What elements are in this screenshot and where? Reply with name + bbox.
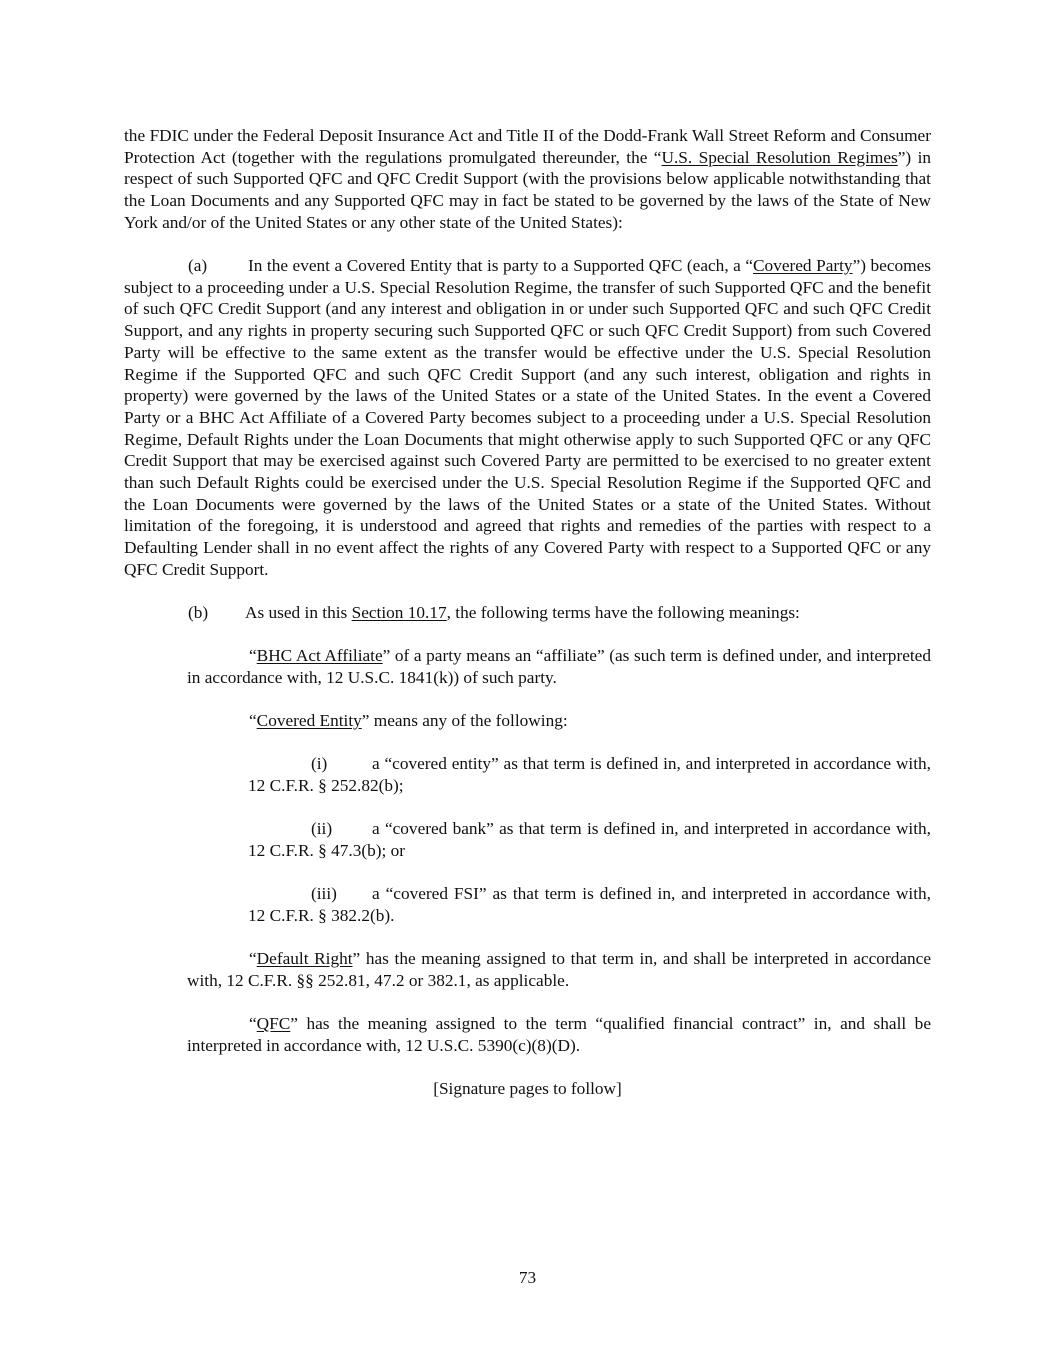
defined-term-qfc: QFC (256, 1014, 291, 1033)
paragraph-b (124, 602, 931, 624)
document-page (124, 125, 931, 1100)
defined-term-us-special-resolution-regimes: U.S. Special Resolution Regimes (661, 147, 898, 167)
definition-text: ” means any of the following: (361, 711, 568, 731)
signature-note: [Signature pages to follow] (433, 1078, 622, 1098)
definition-text: ” has the meaning assigned to the term “qualified financial contract” in, and shall be interpreted in accordance with, 12 U.S.C. 5390(c)(8)(D). (187, 1014, 931, 1055)
section-reference: Section 10.17 (351, 603, 447, 623)
paragraph-a-text-1: In the event a Covered Entity that is party to a Supported QFC (each, a “ (248, 256, 754, 276)
definition-bhc-act-affiliate (187, 645, 931, 688)
page-number: 73 (518, 1268, 537, 1287)
defined-term-default-right: Default Right (256, 949, 353, 969)
clause-label: (i) (311, 754, 328, 774)
intro-text-1: the FDIC under the Federal Deposit Insurance Act and Title II of the Dodd-Frank Wall Street Reform and Consumer Protection Act (together with the regulations promulgated thereunder, the “ (124, 126, 931, 167)
definition-default-right (187, 948, 931, 991)
clause-label: (iii) (311, 884, 337, 904)
intro-text-2: ”) in respect of such Supported QFC and QFC Credit Support (with the provisions below applicable notwithstanding that the Loan Documents and any Supported QFC may in fact be stated to be governed by the laws of the State of New York and/or of the United States or any other state of the United States): (124, 147, 932, 232)
clause-label: (ii) (311, 819, 333, 839)
paragraph-b-label: (b) (188, 603, 209, 623)
paragraph-b-text-2: , the following terms have the following meanings: (446, 603, 800, 623)
quote-open: “ (249, 1014, 257, 1033)
clause-text: a “covered entity” as that term is defined in, and interpreted in accordance with, 12 C.F.R. § 252.82(b); (248, 754, 931, 796)
defined-term-covered-entity: Covered Entity (256, 711, 362, 731)
paragraph-a-text-2: ”) becomes subject to a proceeding under a U.S. Special Resolution Regime, the transfer of such Supported QFC and the benefit of such QFC Credit Support (and any interest and obligation in or under such Supported QFC and such QFC Credit Support, and any rights in property securing such Supported QFC or such QFC Credit Support) from such Covered Party will be effective to the same extent as the transfer would be effective under the U.S. Special Resolution Regime if the Supported QFC and such QFC Credit Support (and any such interest, obligation and rights in property) were governed by the laws of the United States or a state of the United States. In the event a Covered Party or a BHC Act Affiliate of a Covered Party becomes subject to a proceeding under a U.S. Special Resolution Regime, Default Rights under the Loan Documents that might otherwise apply to such Supported QFC or any QFC Credit Support that may be exercised against such Covered Party are permitted to be exercised to no greater extent than such Default Rights could be exercised under the U.S. Special Resolution Regime if the Supported QFC and the Loan Documents were governed by the laws of the United States or a state of the United States. Without limitation of the foregoing, it is understood and agreed that rights and remedies of the parties with respect to a Defaulting Lender shall in no event affect the rights of any Covered Party with respect to a Supported QFC or any QFC Credit Support. (124, 256, 931, 579)
quote-open: “ (249, 949, 257, 969)
intro-paragraph (124, 125, 931, 234)
paragraph-a-label: (a) (188, 256, 208, 276)
definition-text: ” of a party means an “affiliate” (as such term is defined under, and interpreted in accordance with, 12 U.S.C. 1841(k)) of such party. (187, 646, 931, 687)
definition-qfc (187, 1013, 931, 1056)
defined-term-covered-party: Covered Party (753, 256, 853, 276)
quote-open: “ (249, 711, 257, 731)
clause-iii (248, 883, 931, 926)
definition-covered-entity (187, 710, 931, 732)
paragraph-b-text-1: As used in this (245, 603, 352, 623)
paragraph-a (124, 255, 931, 581)
clause-i (248, 753, 931, 796)
defined-term-bhc-act-affiliate: BHC Act Affiliate (256, 646, 383, 666)
definition-text: ” has the meaning assigned to that term in, and shall be interpreted in accordance with, 12 C.F.R. §§ 252.81, 47.2 or 382.1, as applicable. (187, 949, 931, 990)
quote-open: “ (249, 646, 257, 666)
clause-text: a “covered bank” as that term is defined in, and interpreted in accordance with, 12 C.F.R. § 47.3(b); or (248, 819, 931, 860)
clause-text: a “covered FSI” as that term is defined in, and interpreted in accordance with, 12 C.F.R. § 382.2(b). (248, 884, 931, 925)
clause-ii (248, 818, 931, 861)
